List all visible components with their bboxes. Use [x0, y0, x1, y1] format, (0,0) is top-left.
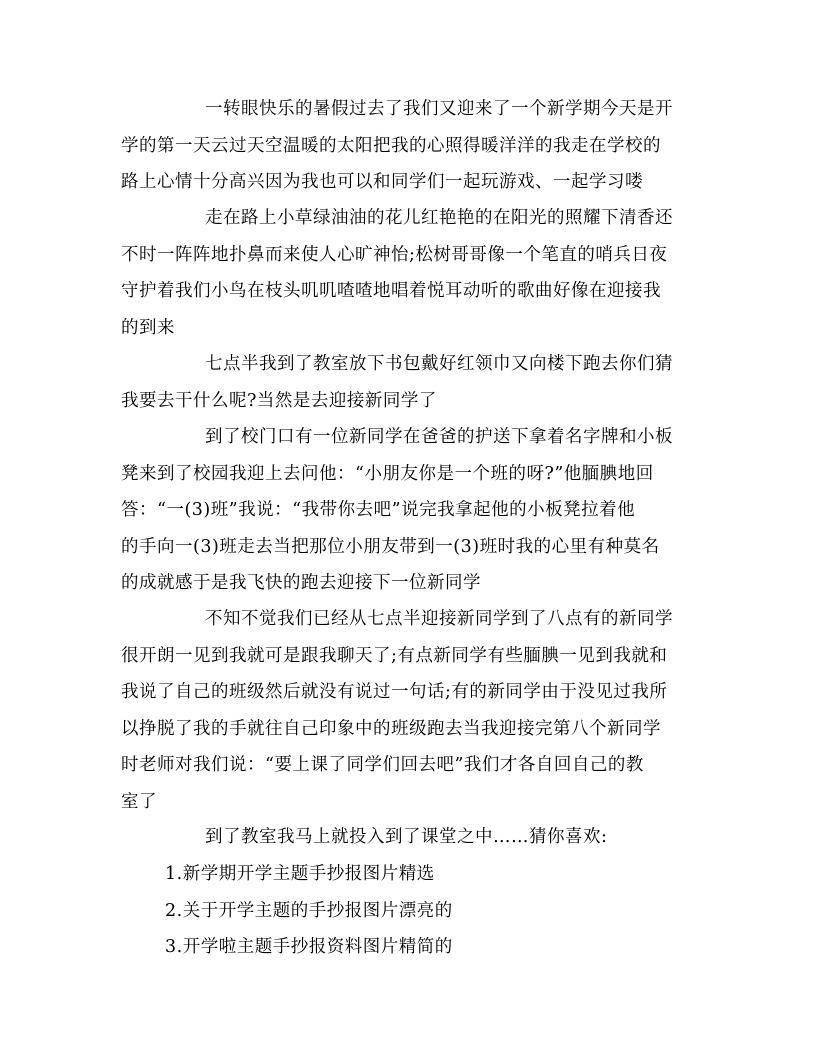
text-line: 的成就感于是我飞快的跑去迎接下一位新同学: [121, 573, 481, 593]
text-line: 很开朗一见到我就可是跟我聊天了;有点新同学有些腼腆一见到我就和: [121, 645, 668, 666]
paragraph-1: [121, 91, 695, 201]
text-line: 一转眼快乐的暑假过去了我们又迎来了一个新学期今天是开: [205, 99, 673, 119]
text-line: 路上心情十分高兴因为我也可以和同学们一起玩游戏、一起学习喽: [121, 172, 643, 192]
text-line: 的到来: [121, 317, 175, 338]
paragraph-6: [121, 819, 695, 856]
text-line: 七点半我到了教室放下书包戴好红领巾又向楼下跑去你们猜: [205, 354, 673, 374]
text-line: 凳来到了校园我迎上去问他：“小朋友你是一个班的呀?”他腼腆地回: [121, 463, 654, 484]
paragraph-2: [121, 200, 695, 346]
paragraph-4: [121, 419, 695, 602]
text-line: 守护着我们小鸟在枝头叽叽喳喳地唱着悦耳动听的歌曲好像在迎接我: [121, 281, 661, 301]
text-line: 时老师对我们说：“要上课了同学们回去吧”我们才各自回自己的教: [121, 755, 644, 775]
text-line: 答：“一(3)班”我说：“我带你去吧”说完我拿起他的小板凳拉着他: [121, 500, 636, 520]
text-line: 学的第一天云过天空温暖的太阳把我的心照得暖洋洋的我走在学校的: [121, 135, 661, 156]
related-links-list: [121, 856, 695, 966]
text-line: 的手向一(3)班走去当把那位小朋友带到一(3)班时我的心里有种莫名: [121, 536, 660, 557]
text-line: 我要去干什么呢?当然是去迎接新同学了: [121, 390, 437, 411]
paragraph-5: [121, 601, 695, 820]
text-line: 到了教室我马上就投入到了课堂之中……猜你喜欢:: [205, 827, 608, 847]
text-line: 不知不觉我们已经从七点半迎接新同学到了八点有的新同学: [205, 609, 673, 629]
text-line: 不时一阵阵地扑鼻而来使人心旷神怡;松树哥哥像一个笔直的哨兵日夜: [121, 244, 668, 265]
text-line: 我说了自己的班级然后就没有说过一句话;有的新同学由于没见过我所: [121, 682, 668, 702]
list-item[interactable]: 3.开学啦主题手抄报资料图片精简的: [165, 937, 453, 957]
text-line: 以挣脱了我的手就往自己印象中的班级跑去当我迎接完第八个新同学: [121, 718, 661, 739]
text-line: 室了: [121, 791, 157, 812]
list-item[interactable]: 2.关于开学主题的手抄报图片漂亮的: [165, 900, 453, 921]
text-line: 到了校门口有一位新同学在爸爸的护送下拿着名字牌和小板: [205, 427, 673, 447]
list-item[interactable]: 1.新学期开学主题手抄报图片精选: [165, 864, 435, 884]
paragraph-3: [121, 346, 695, 419]
text-line: 走在路上小草绿油油的花儿红艳艳的在阳光的照耀下清香还: [205, 208, 673, 228]
